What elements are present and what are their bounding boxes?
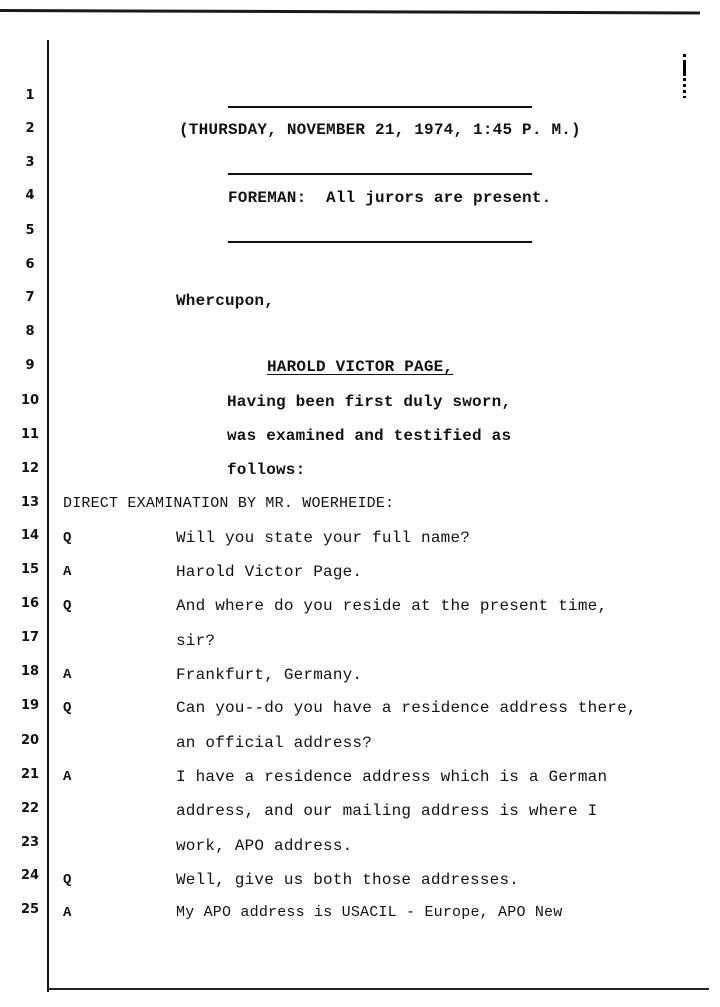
line-number: 19 [20,698,40,713]
line-number: 21 [20,767,40,782]
line-number: 17 [20,630,40,645]
session-heading: (THURSDAY, NOVEMBER 21, 1974, 1:45 P. M.) [179,121,581,139]
line-number: 22 [20,801,40,816]
bottom-rule [47,988,709,990]
line-number: 14 [20,528,40,543]
separator-rule [228,241,532,243]
speaker-label: Q [63,872,72,888]
testimony-line: Will you state your full name? [176,529,471,547]
sworn-line: follows: [227,461,306,479]
speaker-label: Q [63,530,72,546]
testimony-line: Frankfurt, Germany. [176,666,363,684]
whereupon-text: Whercupon, [176,292,275,310]
line-number: 7 [25,290,35,305]
line-number: 11 [20,427,40,442]
testimony-line: And where do you reside at the present time, [176,597,608,615]
line-number: 15 [20,562,40,577]
line-number: 3 [25,155,35,170]
line-number: 13 [20,495,40,510]
separator-rule [228,173,532,175]
line-number: 9 [25,358,35,373]
line-number: 1 [25,88,35,103]
line-number: 5 [25,223,35,238]
testimony-line: work, APO address. [176,837,353,855]
testimony-line: sir? [176,632,216,650]
line-number: 18 [20,664,40,679]
speaker-label: A [63,667,72,683]
line-number: 6 [25,257,35,272]
line-number: 10 [20,393,40,408]
speaker-label: A [63,564,72,580]
witness-name: HAROLD VICTOR PAGE, [267,358,454,376]
speaker-label: A [63,769,72,785]
line-number: 25 [20,902,40,917]
sworn-line: was examined and testified as [227,427,512,445]
line-number: 12 [20,461,40,476]
examination-heading: DIRECT EXAMINATION BY MR. WOERHEIDE: [63,495,395,512]
speaker-label: Q [63,598,72,614]
testimony-line: I have a residence address which is a German [176,768,608,786]
speaker-label: A [63,905,72,921]
speaker-label: Q [63,700,72,716]
line-number: 24 [20,868,40,883]
sworn-line: Having been first duly sworn, [227,393,512,411]
line-number: 16 [20,596,40,611]
left-margin-rule [47,40,49,992]
testimony-line: Can you--do you have a residence address there, [176,699,637,717]
line-number: 20 [20,733,40,748]
line-number: 8 [25,324,35,339]
foreman-statement: FOREMAN: All jurors are present. [228,189,552,207]
testimony-line: Harold Victor Page. [176,563,363,581]
testimony-line: address, and our mailing address is where I [176,802,598,820]
testimony-line: My APO address is USACIL - Europe, APO New [176,904,563,921]
scan-edge-marks [683,54,686,98]
line-number: 23 [20,835,40,850]
page-top-border [0,9,700,14]
separator-rule [228,106,532,108]
line-number: 2 [25,121,35,136]
line-number: 4 [25,188,35,203]
testimony-line: Well, give us both those addresses. [176,871,520,889]
testimony-line: an official address? [176,734,373,752]
